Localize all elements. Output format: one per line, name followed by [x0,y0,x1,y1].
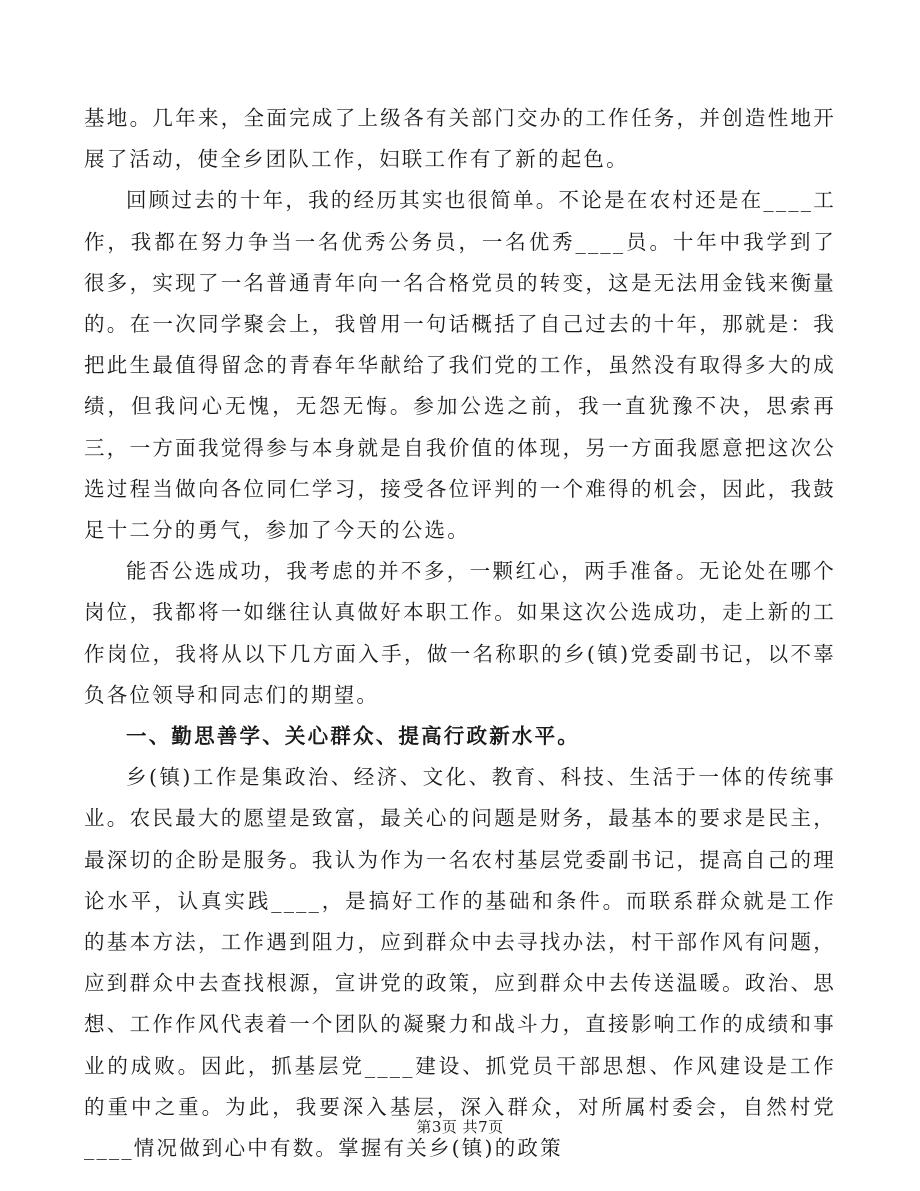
paragraph-4: 乡(镇)工作是集政治、经济、文化、教育、科技、生活于一体的传统事业。农民最大的愿望是致富，最关心的问题是财务，最基本的要求是民主，最深切的企盼是服务。我认为作为一名农村基层党委副书记，提高自己的理论水平，认真实践____，是搞好工作的基础和条件。而联系群众就是工作的基本方法，工作遇到阻力，应到群众中去寻找办法，村干部作风有问题，应到群众中去查找根源，宣讲党的政策，应到群众中去传送温暖。政治、思想、工作作风代表着一个团队的凝聚力和战斗力，直接影响工作的成绩和事业的成败。因此，抓基层党____建设、抓党员干部思想、作风建设是工作的重中之重。为此，我要深入基层，深入群众，对所属村委会，自然村党____情况做到心中有数。掌握有关乡(镇)的政策 [84,765,836,1161]
paragraph-1: 基地。几年来，全面完成了上级各有关部门交办的工作任务，并创造性地开展了活动，使全乡团队工作，妇联工作有了新的起色。 [84,106,836,172]
paragraph-3: 能否公选成功，我考虑的并不多，一颗红心，两手准备。无论处在哪个岗位，我都将一如继往认真做好本职工作。如果这次公选成功，走上新的工作岗位，我将从以下几方面入手，做一名称职的乡(镇)党委副书记，以不辜负各位领导和同志们的期望。 [84,559,836,707]
paragraph-2: 回顾过去的十年，我的经历其实也很简单。不论是在农村还是在____工作，我都在努力争当一名优秀公务员，一名优秀____员。十年中我学到了很多，实现了一名普通青年向一名合格党员的转变，这是无法用金钱来衡量的。在一次同学聚会上，我曾用一句话概括了自己过去的十年，那就是：我把此生最值得留念的青春年华献给了我们党的工作，虽然没有取得多大的成绩，但我问心无愧，无怨无悔。参加公选之前，我一直犹豫不决，思索再三，一方面我觉得参与本身就是自我价值的体现，另一方面我愿意把这次公选过程当做向各位同仁学习，接受各位评判的一个难得的机会，因此，我鼓足十二分的勇气，参加了今天的公选。 [84,188,836,543]
document-body [84,98,836,1169]
section-heading: 一、勤思善学、关心群众、提高行政新水平。 [126,724,580,749]
page-number-footer: 第3页 共7页 [416,1118,504,1136]
